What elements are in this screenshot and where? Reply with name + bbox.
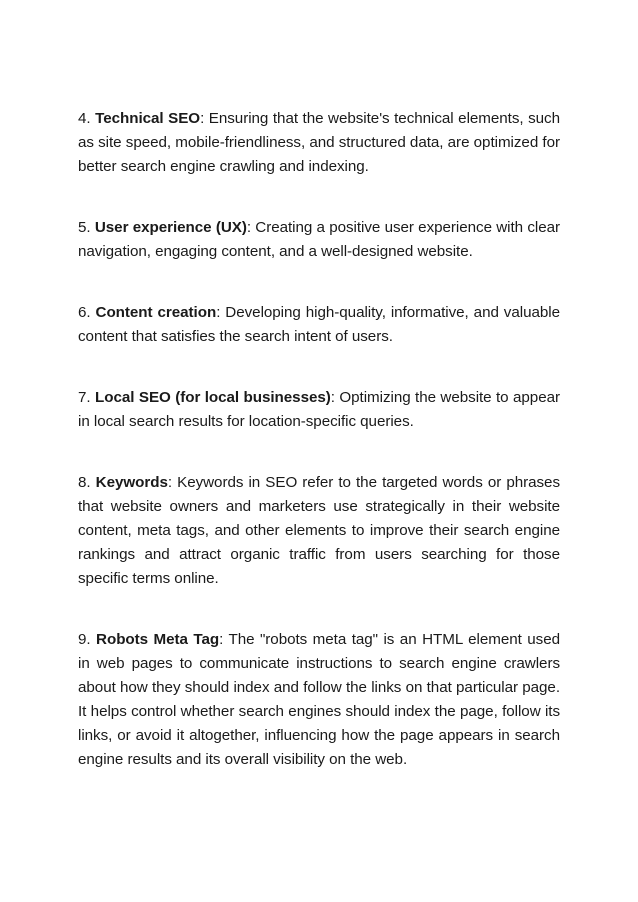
list-item-content-creation	[78, 301, 560, 349]
item-description: : Keywords in SEO refer to the targeted words or phrases that website owners and marketers use strategically in their website content, meta tags, and other elements to improve their search engine rankings and attract organic traffic from users searching for those specific terms online.	[78, 474, 560, 587]
item-number: 7.	[78, 389, 91, 406]
item-description: : Ensuring that the website's technical elements, such as site speed, mobile-friendliness, and structured data, are optimized for better search engine crawling and indexing.	[78, 110, 560, 175]
item-description: : Developing high-quality, informative, and valuable content that satisfies the search intent of users.	[78, 304, 560, 345]
item-term: Keywords	[95, 474, 168, 491]
list-item-local-seo	[78, 386, 560, 434]
item-term: Content creation	[95, 304, 217, 321]
document-body	[78, 107, 560, 772]
item-term: Local SEO (for local businesses)	[95, 389, 331, 406]
item-term: Robots Meta Tag	[96, 631, 220, 648]
item-number: 5.	[78, 219, 91, 236]
item-number: 9.	[78, 631, 91, 648]
list-item-technical-seo	[78, 107, 560, 179]
item-number: 6.	[78, 304, 91, 321]
item-description: : The "robots meta tag" is an HTML element used in web pages to communicate instructions to search engine crawlers about how they should index and follow the links on that particular page. It helps control whether search engines should index the page, follow its links, or avoid it altogether, influencing how the page appears in search engine results and its overall visibility on the web.	[78, 631, 560, 768]
list-item-keywords	[78, 471, 560, 591]
item-number: 8.	[78, 474, 91, 491]
item-number: 4.	[78, 110, 91, 127]
item-description: : Optimizing the website to appear in local search results for location-specific queries.	[78, 389, 560, 430]
item-description: : Creating a positive user experience with clear navigation, engaging content, and a well-designed website.	[78, 219, 560, 260]
list-item-user-experience	[78, 216, 560, 264]
item-term: User experience (UX)	[94, 219, 247, 236]
item-term: Technical SEO	[95, 110, 201, 127]
list-item-robots-meta-tag	[78, 628, 560, 772]
